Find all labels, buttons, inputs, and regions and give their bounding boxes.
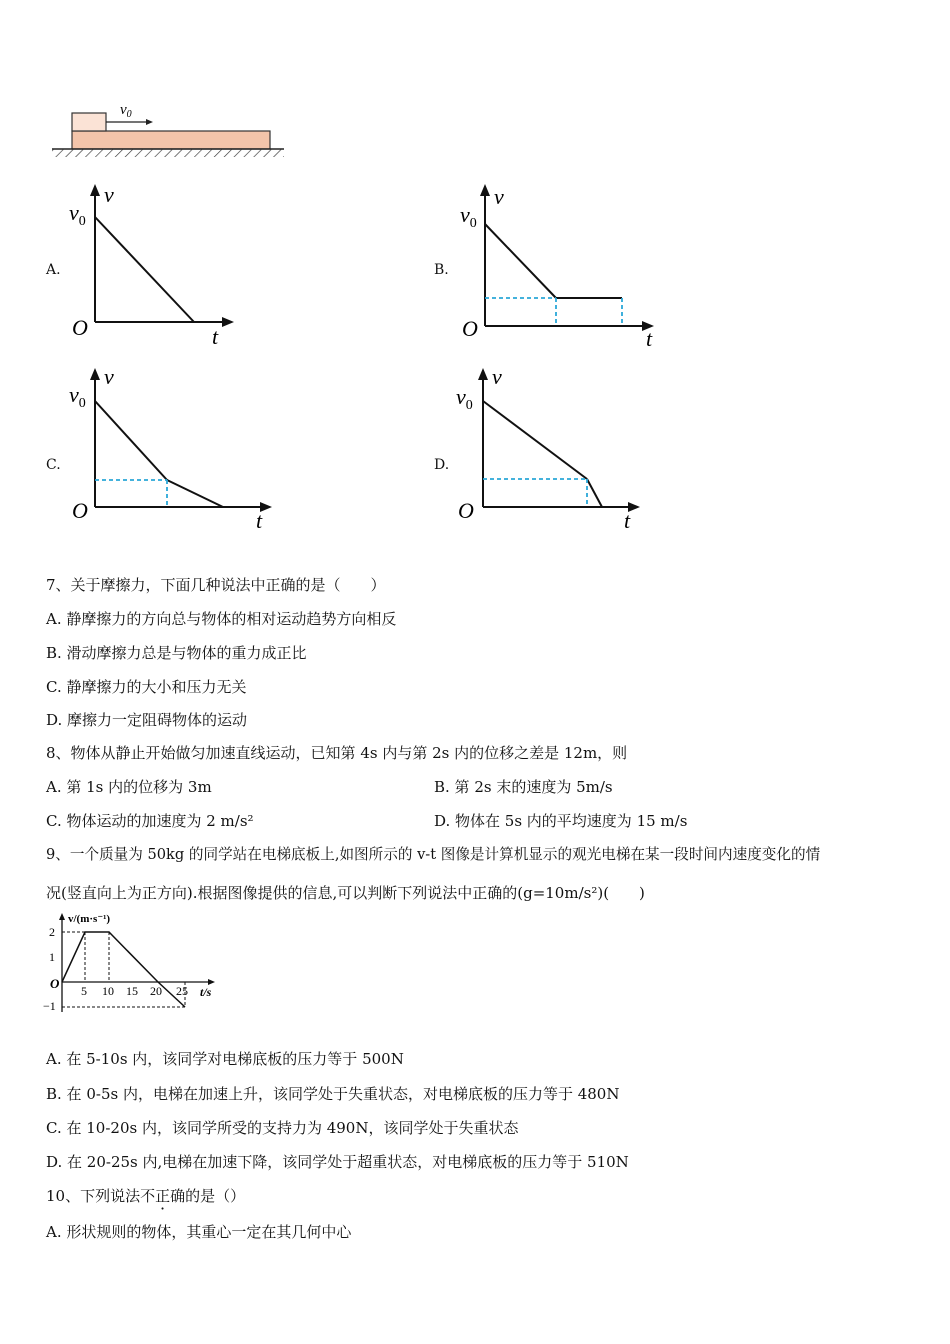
- graph-b: [452, 180, 662, 350]
- svg-text:v0: $v_0$: [69, 200, 86, 229]
- svg-text:t: t: [212, 324, 219, 349]
- q9-vt-graph: [42, 910, 232, 1020]
- svg-text:25: 25: [176, 984, 188, 998]
- q9-option-a[interactable]: A. 在 5-10s 内，该同学对电梯底板的压力等于 500N: [46, 1050, 404, 1068]
- block-on-board-figure: [48, 95, 293, 160]
- svg-text:t: t: [256, 508, 263, 533]
- q7-option-c[interactable]: C. 静摩擦力的大小和压力无关: [46, 678, 247, 696]
- v0-label: $v_0$: [120, 102, 132, 120]
- q7-option-a[interactable]: A. 静摩擦力的方向总与物体的相对运动趋势方向相反: [46, 610, 397, 628]
- svg-text:t/s: t/s: [200, 985, 212, 999]
- svg-text:v: v: [104, 182, 114, 207]
- q9-stem-line1: 9、一个质量为 50kg 的同学站在电梯底板上,如图所示的 v-t 图像是计算机显示的观光电梯在某一段时间内速度变化的情: [46, 846, 821, 863]
- svg-text:20: 20: [150, 984, 162, 998]
- svg-text:O: O: [72, 498, 88, 523]
- q9-option-d[interactable]: D. 在 20-25s 内,电梯在加速下降，该同学处于超重状态，对电梯底板的压力等于 510N: [46, 1153, 629, 1171]
- q10-stem: [46, 1186, 245, 1206]
- option-c-label: C.: [46, 457, 61, 473]
- q9-option-b[interactable]: B. 在 0-5s 内，电梯在加速上升，该同学处于失重状态，对电梯底板的压力等于 480N: [46, 1085, 620, 1103]
- option-b-label: B.: [434, 262, 449, 278]
- svg-text:v: v: [104, 364, 114, 389]
- q8-option-b[interactable]: B. 第 2s 末的速度为 5m/s: [434, 778, 613, 796]
- q8-option-d[interactable]: D. 物体在 5s 内的平均速度为 15 m/s: [434, 812, 688, 830]
- svg-text:v: v: [494, 184, 504, 209]
- svg-text:t: t: [646, 326, 653, 350]
- q9-stem-line2: 况(竖直向上为正方向).根据图像提供的信息,可以判断下列说法中正确的(g=10m/s²)( ): [46, 884, 645, 902]
- q8-option-c[interactable]: C. 物体运动的加速度为 2 m/s²: [46, 812, 254, 830]
- svg-text:O: O: [50, 976, 60, 991]
- q7-stem: 7、关于摩擦力，下面几种说法中正确的是（ ）: [46, 576, 386, 594]
- small-block: [72, 113, 106, 131]
- q9-option-c[interactable]: C. 在 10-20s 内，该同学所受的支持力为 490N，该同学处于失重状态: [46, 1119, 519, 1137]
- svg-text:1: 1: [49, 950, 55, 964]
- q10-stem-pre: 10、下列说法: [46, 1187, 141, 1205]
- svg-text:v0: $v_0$: [456, 384, 473, 413]
- graph-a: [62, 180, 242, 350]
- svg-text:15: 15: [126, 984, 138, 998]
- svg-text:2: 2: [49, 925, 55, 939]
- graph-c: [62, 364, 282, 534]
- q8-stem: 8、物体从静止开始做匀加速直线运动，已知第 4s 内与第 2s 内的位移之差是 12m，则: [46, 744, 628, 762]
- svg-text:10: 10: [102, 984, 114, 998]
- q10-stem-emphasis: 不正确: [140, 1187, 186, 1205]
- board: [72, 131, 270, 149]
- svg-text:t: t: [624, 508, 631, 533]
- q10-option-a[interactable]: A. 形状规则的物体，其重心一定在其几何中心: [46, 1223, 352, 1241]
- svg-text:v0: $v_0$: [69, 382, 86, 411]
- q10-stem-post: 的是（）: [185, 1187, 246, 1205]
- svg-text:v/(m·s⁻¹): v/(m·s⁻¹): [68, 913, 111, 925]
- svg-text:O: O: [462, 316, 478, 341]
- svg-text:−1: −1: [43, 999, 56, 1013]
- svg-text:5: 5: [81, 984, 87, 998]
- option-d-label: D.: [434, 457, 450, 473]
- svg-text:v0: $v_0$: [460, 202, 477, 231]
- graph-d: [450, 364, 650, 534]
- q7-option-b[interactable]: B. 滑动摩擦力总是与物体的重力成正比: [46, 644, 307, 662]
- svg-text:v: v: [492, 364, 502, 389]
- svg-text:O: O: [72, 315, 88, 340]
- velocity-line: [95, 217, 194, 322]
- option-a-label: A.: [46, 262, 61, 278]
- q7-option-d[interactable]: D. 摩擦力一定阻碍物体的运动: [46, 711, 248, 729]
- q8-option-a[interactable]: A. 第 1s 内的位移为 3m: [46, 778, 212, 796]
- svg-text:O: O: [458, 498, 474, 523]
